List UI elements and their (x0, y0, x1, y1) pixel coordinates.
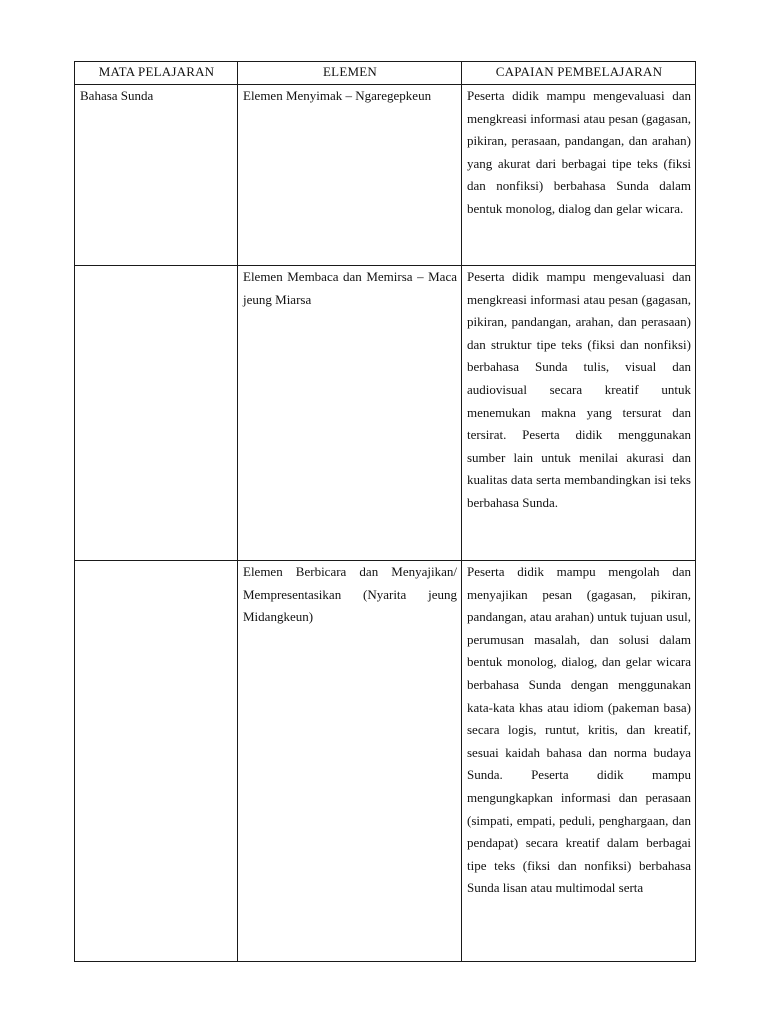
element-cell (238, 561, 462, 962)
header-capaian-pembelajaran: CAPAIAN PEMBELAJARAN (462, 62, 696, 85)
table-row (75, 266, 696, 561)
curriculum-table (74, 61, 696, 962)
subject-cell (75, 266, 238, 561)
subject-cell (75, 561, 238, 962)
header-mata-pelajaran: MATA PELAJARAN (75, 62, 238, 85)
outcome-cell (462, 561, 696, 962)
outcome-text: Peserta didik mampu mengolah dan menyajikan pesan (gagasan, pikiran, pandangan, atau arahan) untuk tujuan usul, perumusan masalah, dan solusi dalam bentuk monolog, dialog, dan gelar wicara berbahasa Sunda dengan menggunakan kata-kata khas atau idiom (pakeman basa) secara logis, runtut, kritis, dan kreatif, sesuai kaidah bahasa dan norma budaya Sunda. Peserta didik mampu mengungkapkan informasi dan perasaan (simpati, empati, peduli, penghargaan, dan pendapat) secara kreatif dalam berbagai tipe teks (fiksi dan nonfiksi) berbahasa Sunda lisan atau multimodal serta (467, 564, 691, 896)
outcome-text: Peserta didik mampu mengevaluasi dan mengkreasi informasi atau pesan (gagasan, pikiran, pandangan, arahan, dan perasaan) dan struktur tipe teks (fiksi dan nonfiksi) berbahasa Sunda tulis, visual dan audiovisual secara kreatif untuk menemukan makna yang tersurat dan tersirat. Peserta didik menggunakan sumber lain untuk menilai akurasi dan kualitas data serta membandingkan isi teks berbahasa Sunda. (467, 269, 691, 510)
table-row (75, 561, 696, 962)
element-text: Elemen Berbicara dan Menyajikan/ Mempresentasikan (Nyarita jeung Midangkeun) (243, 564, 457, 625)
outcome-cell (462, 85, 696, 266)
table-row (75, 85, 696, 266)
table-header-row (75, 62, 696, 85)
subject-text: Bahasa Sunda (80, 88, 154, 103)
element-cell (238, 266, 462, 561)
element-text: Elemen Menyimak – Ngaregepkeun (243, 88, 432, 103)
outcome-cell (462, 266, 696, 561)
element-cell (238, 85, 462, 266)
element-text: Elemen Membaca dan Memirsa – Maca jeung Miarsa (243, 269, 457, 307)
header-elemen: ELEMEN (238, 62, 462, 85)
subject-cell (75, 85, 238, 266)
outcome-text: Peserta didik mampu mengevaluasi dan mengkreasi informasi atau pesan (gagasan, pikiran, perasaan, pandangan, dan arahan) yang akurat dari berbagai tipe teks (fiksi dan nonfiksi) berbahasa Sunda dalam bentuk monolog, dialog dan gelar wicara. (467, 88, 691, 216)
